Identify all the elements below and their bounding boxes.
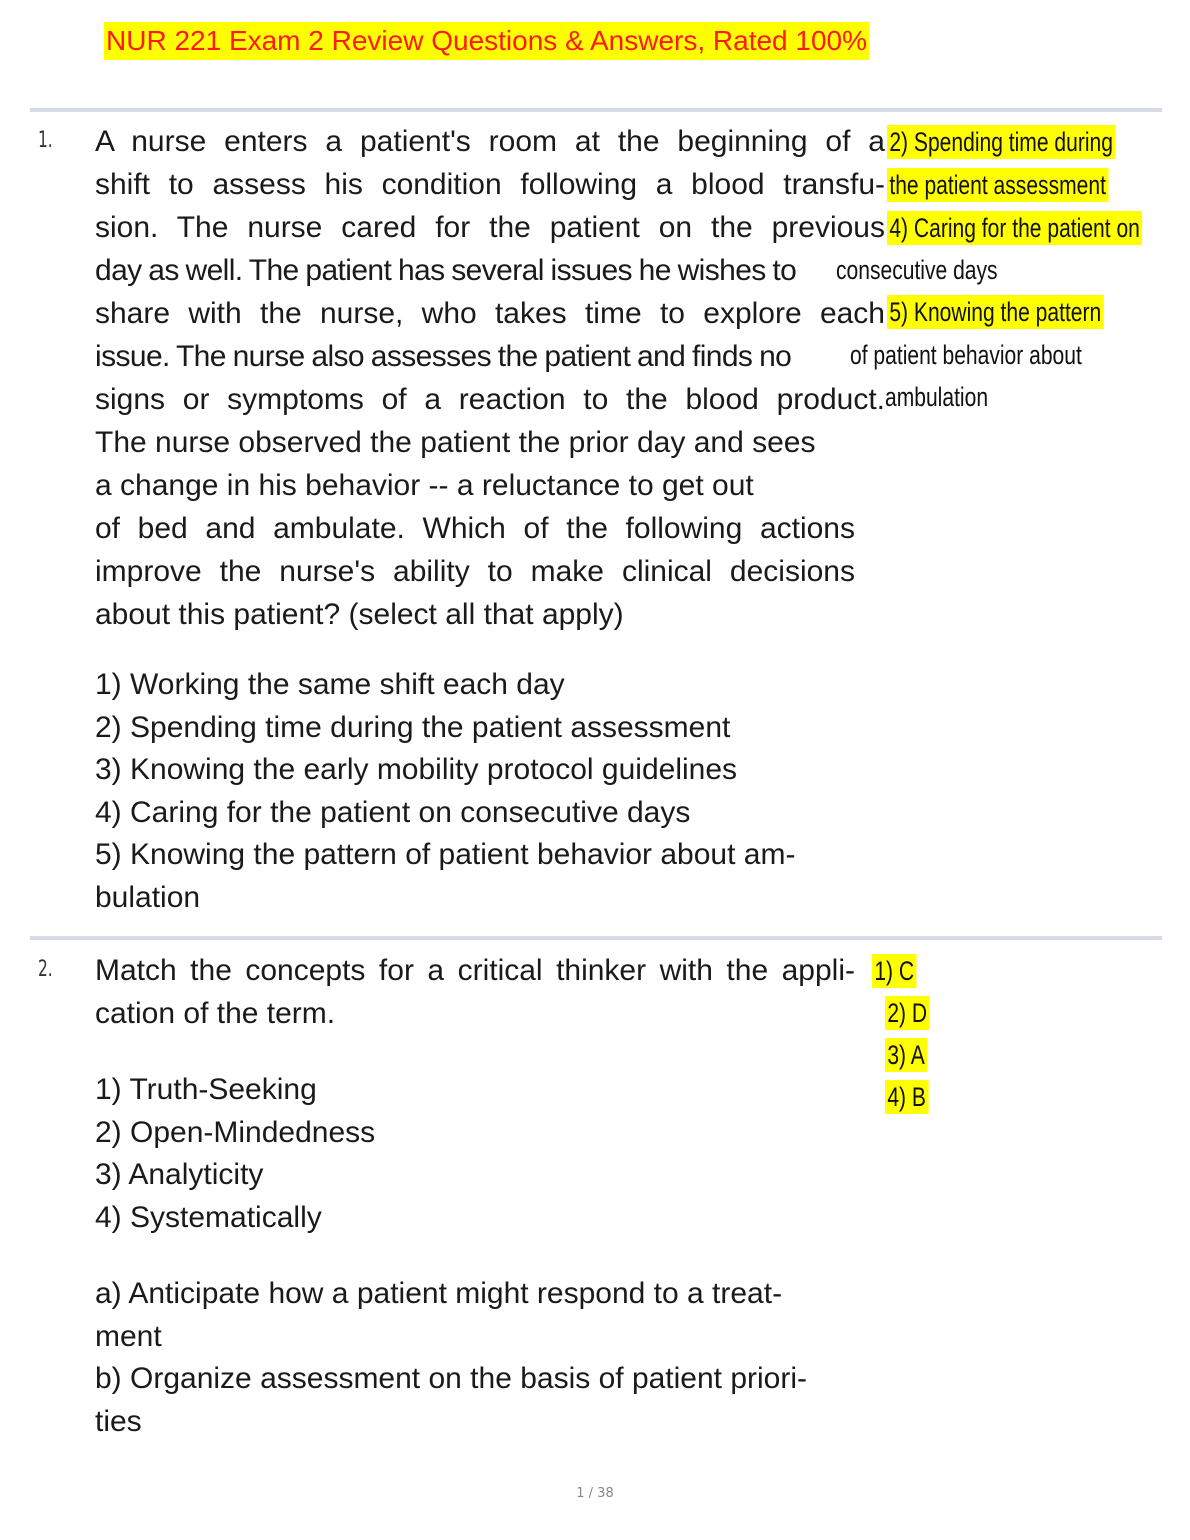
question-text bbox=[95, 120, 885, 636]
answer-line: 1) C bbox=[872, 954, 916, 988]
concept-item: 2) Open-Mindedness bbox=[95, 1115, 376, 1149]
concept-list bbox=[95, 1069, 885, 1239]
answer-options bbox=[95, 664, 885, 919]
answer-line: 4) Caring for the patient on bbox=[887, 211, 1142, 245]
option-item: 1) Working the same shift each day bbox=[95, 668, 565, 701]
application-list bbox=[95, 1273, 885, 1443]
question-line: cation of the term. bbox=[95, 997, 336, 1030]
section-divider bbox=[30, 108, 1162, 112]
application-item: a) Anticipate how a patient might respond to a treat- bbox=[95, 1277, 783, 1310]
answer-line: of patient behavior about bbox=[850, 340, 1082, 370]
application-item: ties bbox=[95, 1404, 142, 1438]
answer-line: ambulation bbox=[885, 382, 989, 412]
question-line: day as well. The patient has several issues he wishes to bbox=[95, 254, 797, 287]
question-line: sion. The nurse cared for the patient on the previous bbox=[95, 211, 885, 244]
application-item: ment bbox=[95, 1319, 162, 1353]
question-line: signs or symptoms of a reaction to the blood product. bbox=[95, 383, 885, 416]
option-item: 5) Knowing the pattern of patient behavior about am- bbox=[95, 838, 796, 871]
answer-line: consecutive days bbox=[836, 255, 998, 285]
answer-line: 2) D bbox=[885, 996, 929, 1030]
application-item: b) Organize assessment on the basis of patient priori- bbox=[95, 1362, 808, 1395]
question-line: issue. The nurse also assesses the patient and finds no bbox=[95, 340, 792, 373]
question-line: of bed and ambulate. Which of the following actions bbox=[95, 512, 855, 545]
concept-item: 3) Analyticity bbox=[95, 1158, 264, 1191]
section-divider bbox=[30, 936, 1162, 940]
answer-line: the patient assessment bbox=[887, 168, 1108, 202]
question-text bbox=[95, 949, 885, 1035]
question-line: a change in his behavior -- a reluctance to get out bbox=[95, 469, 754, 502]
answer-line: 5) Knowing the pattern bbox=[887, 295, 1104, 329]
option-item: 3) Knowing the early mobility protocol guidelines bbox=[95, 753, 738, 786]
question-line: The nurse observed the patient the prior day and sees bbox=[95, 426, 816, 459]
question-number: 2. bbox=[38, 957, 53, 982]
concept-item: 4) Systematically bbox=[95, 1200, 322, 1234]
answer-line: 4) B bbox=[885, 1080, 928, 1114]
option-item: 2) Spending time during the patient assessment bbox=[95, 710, 731, 744]
option-item: 4) Caring for the patient on consecutive days bbox=[95, 795, 691, 829]
option-item: bulation bbox=[95, 880, 201, 914]
question-line: Match the concepts for a critical thinker with the appli- bbox=[95, 954, 855, 987]
concept-item: 1) Truth-Seeking bbox=[95, 1073, 317, 1106]
answer-line: 2) Spending time during bbox=[887, 125, 1115, 159]
question-line: about this patient? (select all that apply) bbox=[95, 598, 624, 631]
question-line: A nurse enters a patient's room at the beginning of a bbox=[95, 125, 885, 158]
question-number: 1. bbox=[38, 128, 53, 153]
page-number: 1 / 38 bbox=[576, 1486, 614, 1501]
question-line: shift to assess his condition following a blood transfu- bbox=[95, 168, 885, 201]
answer-line: 3) A bbox=[885, 1038, 927, 1072]
document-title: NUR 221 Exam 2 Review Questions & Answers, Rated 100% bbox=[104, 22, 869, 60]
question-line: improve the nurse's ability to make clinical decisions bbox=[95, 555, 855, 588]
question-line: share with the nurse, who takes time to explore each bbox=[95, 297, 885, 330]
